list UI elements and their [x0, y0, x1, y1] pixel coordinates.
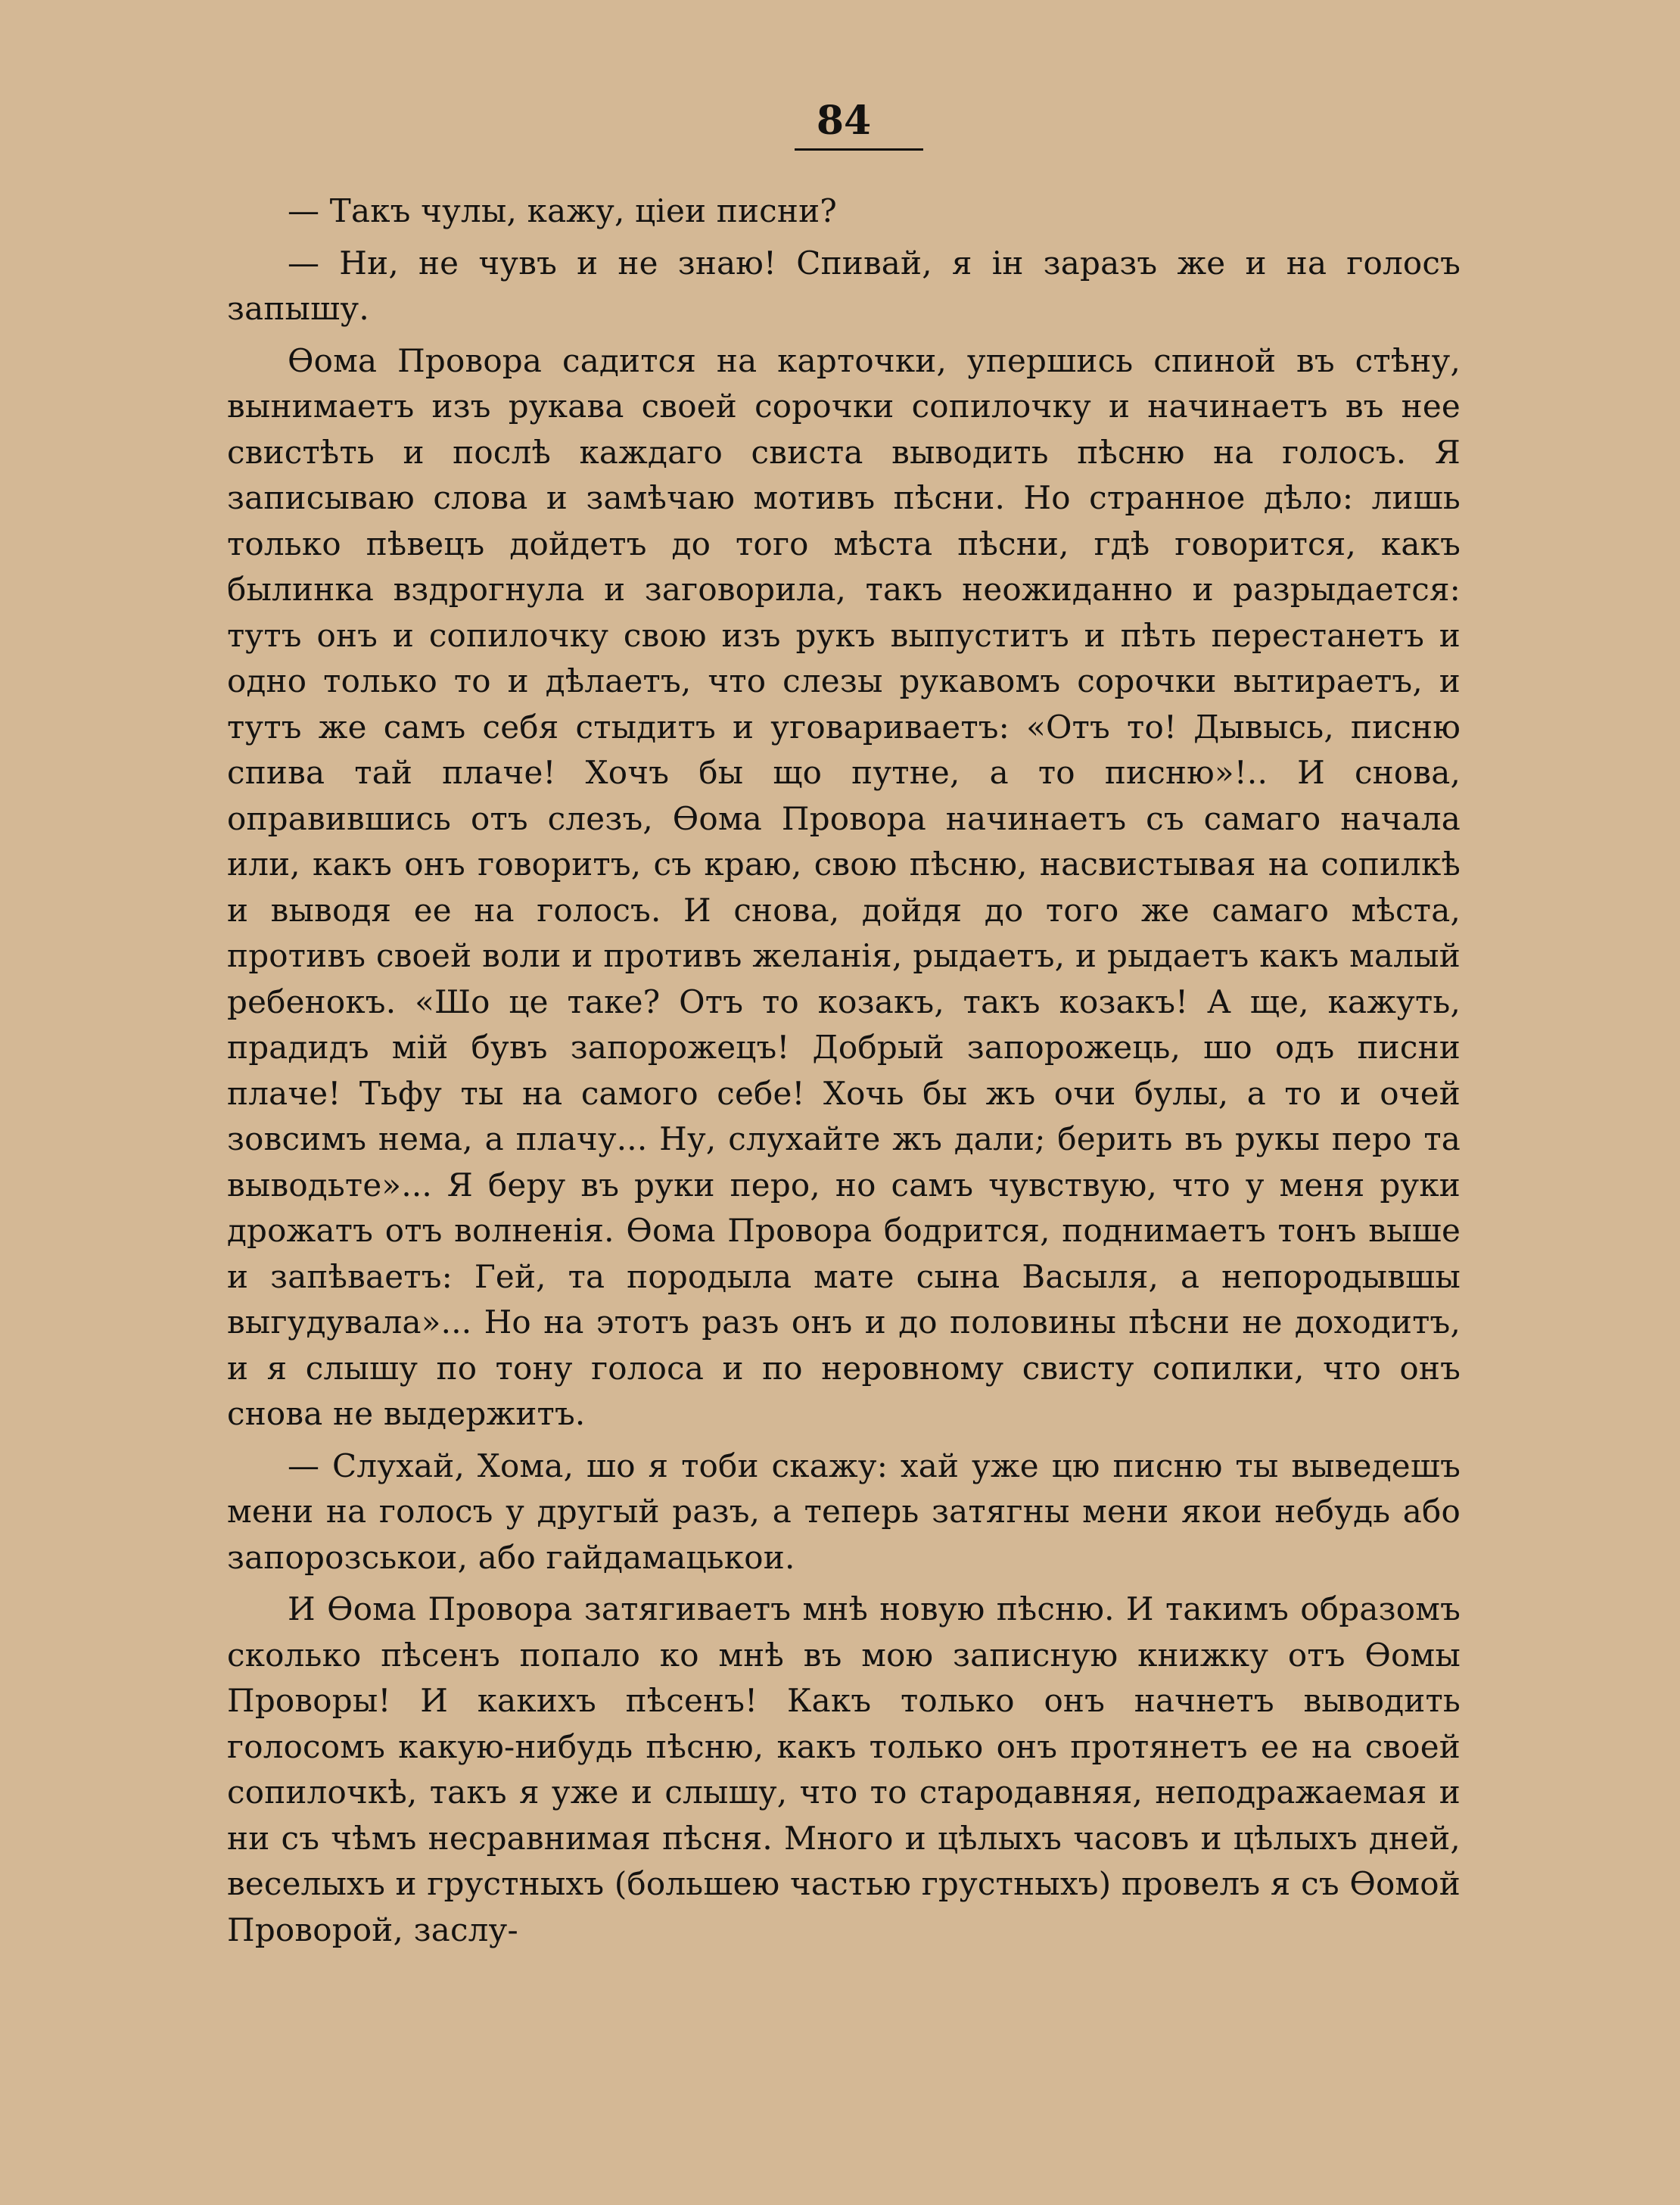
paragraph-5: И Ѳома Провора затягиваетъ мнѣ новую пѣсню. И такимъ образомъ сколько пѣсенъ попало ко мнѣ въ мою записную книжку отъ Ѳомы Проворы! И какихъ пѣсенъ! Какъ только онъ начнетъ выводить голосомъ какую-нибудь пѣсню, какъ только онъ протянетъ ее на своей сопилочкѣ, такъ я уже и слышу, что то стародавняя, неподражаемая и ни съ чѣмъ несравнимая пѣсня. Много и цѣлыхъ часовъ и цѣлыхъ дней, веселыхъ и грустныхъ (большею частью грустныхъ) провелъ я съ Ѳомой Проворой, заслу- [227, 1590, 1461, 1948]
paragraph-3: Ѳома Провора садится на карточки, упершись спиной въ стѣну, вынимаетъ изъ рукава своей сорочки сопилочку и начинаетъ въ нее свистѣть и послѣ каждаго свиста выводить пѣсню на голосъ. Я записываю слова и замѣчаю мотивъ пѣсни. Но странное дѣло: лишь только пѣвецъ дойдетъ до того мѣста пѣсни, гдѣ говорится, какъ былинка вздрогнула и заговорила, такъ неожиданно и разрыдается: тутъ онъ и сопилочку свою изъ рукъ выпуститъ и пѣть перестанетъ и одно только то и дѣлаетъ, что слезы рукавомъ сорочки вытираетъ, и тутъ же самъ себя стыдитъ и уговариваетъ: «Отъ то! Дывысь, писню спива тай плаче! Хочъ бы що путне, а то писню»!.. И снова, оправившись отъ слезъ, Ѳома Провора начинаетъ съ самаго начала или, какъ онъ говоритъ, съ краю, свою пѣсню, насвистывая на сопилкѣ и выводя ее на голосъ. И снова, дойдя до того же самаго мѣста, противъ своей воли и противъ желанія, рыдаетъ, и рыдаетъ какъ малый ребенокъ. «Шо це таке? Отъ то козакъ, такъ козакъ! А ще, кажуть, прадидъ мій бувъ запорожецъ! Добрый запорожець, шо одъ писни плаче! Тьфу ты на самого себе! Хочь бы жъ очи булы, а то и очей зовсимъ нема, а плачу... Ну, слухайте жъ дали; берить въ рукы перо та выводьте»... Я беру въ руки перо, но самъ чувствую, что у меня руки дрожатъ отъ волненія. Ѳома Провора бодрится, поднимаетъ тонъ выше и запѣваетъ: Гей, та породыла мате сына Васыля, а непородывшы выгудувала»... Но на этотъ разъ онъ и до половины пѣсни не доходитъ, и я слышу по тону голоса и по неровному свисту сопилки, что онъ снова не выдержитъ. [227, 341, 1461, 1432]
header-rule [795, 148, 923, 151]
paragraph-1: — Такъ чулы, кажу, ціеи писни? [288, 192, 838, 229]
body-text [227, 188, 1461, 1953]
page-number: 84 [816, 98, 872, 144]
paragraph-2: — Ни, не чувъ и не знаю! Спивай, я ін заразъ же и на голосъ запышу. [227, 244, 1461, 327]
paragraph-4: — Слухай, Хома, шо я тоби скажу: хай уже цю писню ты выведешъ мени на голосъ у другый разъ, а теперь затягны мени якои небудь або запорозськои, або гайдамацькои. [227, 1447, 1461, 1576]
book-page [227, 98, 1461, 2172]
